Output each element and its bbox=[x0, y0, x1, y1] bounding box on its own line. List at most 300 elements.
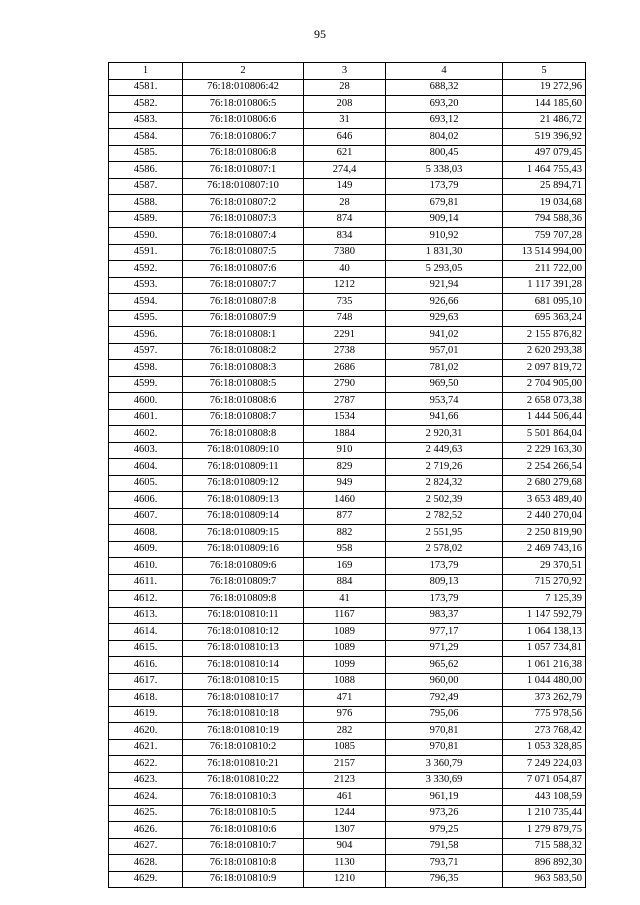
specific-value-cell: 5 293,05 bbox=[386, 261, 503, 278]
cadastral-number-cell: 76:18:010810:6 bbox=[183, 822, 304, 839]
cadastral-value-cell: 1 044 480,00 bbox=[503, 673, 586, 690]
table-row bbox=[109, 640, 586, 657]
cadastral-number-cell: 76:18:010809:13 bbox=[183, 492, 304, 509]
row-number-cell: 4613. bbox=[109, 607, 183, 624]
area-cell: 2738 bbox=[304, 343, 386, 360]
row-number-cell: 4589. bbox=[109, 211, 183, 228]
row-number-cell: 4605. bbox=[109, 475, 183, 492]
row-number-cell: 4626. bbox=[109, 822, 183, 839]
specific-value-cell: 2 449,63 bbox=[386, 442, 503, 459]
area-cell: 1089 bbox=[304, 624, 386, 641]
specific-value-cell: 693,20 bbox=[386, 96, 503, 113]
table-row bbox=[109, 723, 586, 740]
specific-value-cell: 173,79 bbox=[386, 558, 503, 575]
cadastral-number-cell: 76:18:010810:18 bbox=[183, 706, 304, 723]
table-row bbox=[109, 838, 586, 855]
cadastral-value-cell: 7 125,39 bbox=[503, 591, 586, 608]
cadastral-number-cell: 76:18:010810:11 bbox=[183, 607, 304, 624]
area-cell: 28 bbox=[304, 79, 386, 96]
row-number-cell: 4621. bbox=[109, 739, 183, 756]
cadastral-value-cell: 3 653 489,40 bbox=[503, 492, 586, 509]
area-cell: 882 bbox=[304, 525, 386, 542]
row-number-cell: 4593. bbox=[109, 277, 183, 294]
cadastral-value-cell: 1 444 506,44 bbox=[503, 409, 586, 426]
table-row bbox=[109, 459, 586, 476]
row-number-cell: 4607. bbox=[109, 508, 183, 525]
table-row bbox=[109, 822, 586, 839]
row-number-cell: 4582. bbox=[109, 96, 183, 113]
specific-value-cell: 910,92 bbox=[386, 228, 503, 245]
area-cell: 1244 bbox=[304, 805, 386, 822]
area-cell: 1167 bbox=[304, 607, 386, 624]
cadastral-value-cell: 695 363,24 bbox=[503, 310, 586, 327]
area-cell: 1210 bbox=[304, 871, 386, 888]
row-number-cell: 4625. bbox=[109, 805, 183, 822]
row-number-cell: 4611. bbox=[109, 574, 183, 591]
row-number-cell: 4590. bbox=[109, 228, 183, 245]
cadastral-number-cell: 76:18:010808:5 bbox=[183, 376, 304, 393]
area-cell: 910 bbox=[304, 442, 386, 459]
cadastral-value-cell: 759 707,28 bbox=[503, 228, 586, 245]
area-cell: 1307 bbox=[304, 822, 386, 839]
table-row bbox=[109, 541, 586, 558]
table-row bbox=[109, 805, 586, 822]
row-number-cell: 4597. bbox=[109, 343, 183, 360]
cadastral-number-cell: 76:18:010806:6 bbox=[183, 112, 304, 129]
cadastral-value-cell: 775 978,56 bbox=[503, 706, 586, 723]
cadastral-value-cell: 19 034,68 bbox=[503, 195, 586, 212]
specific-value-cell: 2 719,26 bbox=[386, 459, 503, 476]
row-number-cell: 4608. bbox=[109, 525, 183, 542]
table-row bbox=[109, 426, 586, 443]
row-number-cell: 4618. bbox=[109, 690, 183, 707]
cadastral-value-cell: 2 658 073,38 bbox=[503, 393, 586, 410]
specific-value-cell: 809,13 bbox=[386, 574, 503, 591]
cadastral-value-cell: 2 097 819,72 bbox=[503, 360, 586, 377]
table-row bbox=[109, 772, 586, 789]
specific-value-cell: 970,81 bbox=[386, 739, 503, 756]
area-cell: 904 bbox=[304, 838, 386, 855]
cadastral-number-cell: 76:18:010808:2 bbox=[183, 343, 304, 360]
specific-value-cell: 173,79 bbox=[386, 591, 503, 608]
area-cell: 976 bbox=[304, 706, 386, 723]
area-cell: 1089 bbox=[304, 640, 386, 657]
row-number-cell: 4601. bbox=[109, 409, 183, 426]
cadastral-value-cell: 2 704 905,00 bbox=[503, 376, 586, 393]
cadastral-number-cell: 76:18:010810:19 bbox=[183, 723, 304, 740]
cadastral-number-cell: 76:18:010810:15 bbox=[183, 673, 304, 690]
area-cell: 646 bbox=[304, 129, 386, 146]
specific-value-cell: 2 578,02 bbox=[386, 541, 503, 558]
cadastral-number-cell: 76:18:010807:6 bbox=[183, 261, 304, 278]
specific-value-cell: 693,12 bbox=[386, 112, 503, 129]
table-row bbox=[109, 558, 586, 575]
table-row bbox=[109, 195, 586, 212]
table-row bbox=[109, 393, 586, 410]
table-row bbox=[109, 673, 586, 690]
specific-value-cell: 2 824,32 bbox=[386, 475, 503, 492]
row-number-cell: 4612. bbox=[109, 591, 183, 608]
specific-value-cell: 961,19 bbox=[386, 789, 503, 806]
area-cell: 2787 bbox=[304, 393, 386, 410]
cadastral-number-cell: 76:18:010809:10 bbox=[183, 442, 304, 459]
table-row bbox=[109, 492, 586, 509]
cadastral-number-cell: 76:18:010807:10 bbox=[183, 178, 304, 195]
table-row bbox=[109, 624, 586, 641]
cadastral-number-cell: 76:18:010807:3 bbox=[183, 211, 304, 228]
area-cell: 149 bbox=[304, 178, 386, 195]
area-cell: 2790 bbox=[304, 376, 386, 393]
cadastral-value-cell: 1 057 734,81 bbox=[503, 640, 586, 657]
area-cell: 1534 bbox=[304, 409, 386, 426]
cadastral-number-cell: 76:18:010809:7 bbox=[183, 574, 304, 591]
cadastral-number-cell: 76:18:010810:14 bbox=[183, 657, 304, 674]
row-number-cell: 4623. bbox=[109, 772, 183, 789]
specific-value-cell: 1 831,30 bbox=[386, 244, 503, 261]
specific-value-cell: 909,14 bbox=[386, 211, 503, 228]
cadastral-number-cell: 76:18:010809:12 bbox=[183, 475, 304, 492]
column-header-2: 2 bbox=[183, 63, 304, 80]
cadastral-number-cell: 76:18:010810:3 bbox=[183, 789, 304, 806]
row-number-cell: 4614. bbox=[109, 624, 183, 641]
cadastral-number-cell: 76:18:010808:1 bbox=[183, 327, 304, 344]
table-row bbox=[109, 79, 586, 96]
cadastral-number-cell: 76:18:010810:13 bbox=[183, 640, 304, 657]
cadastral-value-cell: 497 079,45 bbox=[503, 145, 586, 162]
table-row bbox=[109, 690, 586, 707]
specific-value-cell: 973,26 bbox=[386, 805, 503, 822]
cadastral-value-cell: 5 501 864,04 bbox=[503, 426, 586, 443]
table-row bbox=[109, 442, 586, 459]
cadastral-value-cell: 2 229 163,30 bbox=[503, 442, 586, 459]
cadastral-number-cell: 76:18:010806:8 bbox=[183, 145, 304, 162]
area-cell: 1130 bbox=[304, 855, 386, 872]
cadastral-number-cell: 76:18:010809:11 bbox=[183, 459, 304, 476]
area-cell: 829 bbox=[304, 459, 386, 476]
cadastral-number-cell: 76:18:010810:9 bbox=[183, 871, 304, 888]
area-cell: 41 bbox=[304, 591, 386, 608]
cadastral-value-cell: 963 583,50 bbox=[503, 871, 586, 888]
cadastral-value-cell: 211 722,00 bbox=[503, 261, 586, 278]
specific-value-cell: 965,62 bbox=[386, 657, 503, 674]
table-body bbox=[109, 79, 586, 888]
area-cell: 949 bbox=[304, 475, 386, 492]
table-row bbox=[109, 409, 586, 426]
area-cell: 2123 bbox=[304, 772, 386, 789]
table-row bbox=[109, 277, 586, 294]
cadastral-value-cell: 2 250 819,90 bbox=[503, 525, 586, 542]
row-number-cell: 4628. bbox=[109, 855, 183, 872]
cadastral-value-cell: 1 117 391,28 bbox=[503, 277, 586, 294]
table-row bbox=[109, 871, 586, 888]
area-cell: 874 bbox=[304, 211, 386, 228]
table-row bbox=[109, 261, 586, 278]
cadastral-number-cell: 76:18:010809:16 bbox=[183, 541, 304, 558]
cadastral-number-cell: 76:18:010810:17 bbox=[183, 690, 304, 707]
cadastral-number-cell: 76:18:010810:8 bbox=[183, 855, 304, 872]
table-row bbox=[109, 294, 586, 311]
specific-value-cell: 977,17 bbox=[386, 624, 503, 641]
column-header-3: 3 bbox=[304, 63, 386, 80]
cadastral-value-cell: 1 061 216,38 bbox=[503, 657, 586, 674]
cadastral-number-cell: 76:18:010806:7 bbox=[183, 129, 304, 146]
area-cell: 735 bbox=[304, 294, 386, 311]
table-row bbox=[109, 96, 586, 113]
cadastral-value-cell: 715 270,92 bbox=[503, 574, 586, 591]
table-row bbox=[109, 310, 586, 327]
table-row bbox=[109, 145, 586, 162]
cadastral-value-cell: 7 249 224,03 bbox=[503, 756, 586, 773]
area-cell: 877 bbox=[304, 508, 386, 525]
area-cell: 274,4 bbox=[304, 162, 386, 179]
specific-value-cell: 2 502,39 bbox=[386, 492, 503, 509]
area-cell: 1099 bbox=[304, 657, 386, 674]
row-number-cell: 4610. bbox=[109, 558, 183, 575]
table-row bbox=[109, 475, 586, 492]
row-number-cell: 4609. bbox=[109, 541, 183, 558]
area-cell: 28 bbox=[304, 195, 386, 212]
cadastral-value-cell: 1 279 879,75 bbox=[503, 822, 586, 839]
specific-value-cell: 795,06 bbox=[386, 706, 503, 723]
cadastral-value-cell: 1 064 138,13 bbox=[503, 624, 586, 641]
cadastral-value-cell: 1 464 755,43 bbox=[503, 162, 586, 179]
specific-value-cell: 983,37 bbox=[386, 607, 503, 624]
row-number-cell: 4586. bbox=[109, 162, 183, 179]
row-number-cell: 4606. bbox=[109, 492, 183, 509]
area-cell: 40 bbox=[304, 261, 386, 278]
area-cell: 748 bbox=[304, 310, 386, 327]
row-number-cell: 4627. bbox=[109, 838, 183, 855]
cadastral-value-cell: 29 370,51 bbox=[503, 558, 586, 575]
row-number-cell: 4598. bbox=[109, 360, 183, 377]
specific-value-cell: 792,49 bbox=[386, 690, 503, 707]
cadastral-number-cell: 76:18:010808:7 bbox=[183, 409, 304, 426]
cadastral-value-cell: 7 071 054,87 bbox=[503, 772, 586, 789]
cadastral-number-cell: 76:18:010809:8 bbox=[183, 591, 304, 608]
area-cell: 471 bbox=[304, 690, 386, 707]
row-number-cell: 4595. bbox=[109, 310, 183, 327]
specific-value-cell: 941,02 bbox=[386, 327, 503, 344]
cadastral-value-cell: 2 620 293,38 bbox=[503, 343, 586, 360]
area-cell: 2686 bbox=[304, 360, 386, 377]
cadastral-value-cell: 21 486,72 bbox=[503, 112, 586, 129]
table-row bbox=[109, 574, 586, 591]
specific-value-cell: 921,94 bbox=[386, 277, 503, 294]
area-cell: 169 bbox=[304, 558, 386, 575]
cadastral-value-cell: 2 155 876,82 bbox=[503, 327, 586, 344]
specific-value-cell: 979,25 bbox=[386, 822, 503, 839]
row-number-cell: 4584. bbox=[109, 129, 183, 146]
area-cell: 958 bbox=[304, 541, 386, 558]
area-cell: 834 bbox=[304, 228, 386, 245]
cadastral-number-cell: 76:18:010810:22 bbox=[183, 772, 304, 789]
table-row bbox=[109, 789, 586, 806]
table-row bbox=[109, 657, 586, 674]
table-row bbox=[109, 129, 586, 146]
cadastral-value-cell: 2 680 279,68 bbox=[503, 475, 586, 492]
table-row bbox=[109, 376, 586, 393]
cadastral-number-cell: 76:18:010808:8 bbox=[183, 426, 304, 443]
specific-value-cell: 5 338,03 bbox=[386, 162, 503, 179]
cadastral-value-cell: 19 272,96 bbox=[503, 79, 586, 96]
cadastral-number-cell: 76:18:010809:6 bbox=[183, 558, 304, 575]
table-row bbox=[109, 244, 586, 261]
table-row bbox=[109, 112, 586, 129]
cadastral-number-cell: 76:18:010810:5 bbox=[183, 805, 304, 822]
table-row bbox=[109, 591, 586, 608]
area-cell: 1212 bbox=[304, 277, 386, 294]
row-number-cell: 4592. bbox=[109, 261, 183, 278]
row-number-cell: 4587. bbox=[109, 178, 183, 195]
cadastral-number-cell: 76:18:010809:14 bbox=[183, 508, 304, 525]
row-number-cell: 4596. bbox=[109, 327, 183, 344]
area-cell: 282 bbox=[304, 723, 386, 740]
row-number-cell: 4616. bbox=[109, 657, 183, 674]
header-row bbox=[109, 63, 586, 80]
specific-value-cell: 173,79 bbox=[386, 178, 503, 195]
cadastral-number-cell: 76:18:010808:3 bbox=[183, 360, 304, 377]
specific-value-cell: 957,01 bbox=[386, 343, 503, 360]
cadastral-value-cell: 443 108,59 bbox=[503, 789, 586, 806]
table-row bbox=[109, 739, 586, 756]
cadastral-value-cell: 373 262,79 bbox=[503, 690, 586, 707]
specific-value-cell: 971,29 bbox=[386, 640, 503, 657]
row-number-cell: 4604. bbox=[109, 459, 183, 476]
specific-value-cell: 2 920,31 bbox=[386, 426, 503, 443]
cadastral-value-cell: 2 254 266,54 bbox=[503, 459, 586, 476]
cadastral-number-cell: 76:18:010807:9 bbox=[183, 310, 304, 327]
table-row bbox=[109, 327, 586, 344]
specific-value-cell: 3 360,79 bbox=[386, 756, 503, 773]
row-number-cell: 4617. bbox=[109, 673, 183, 690]
area-cell: 884 bbox=[304, 574, 386, 591]
cadastral-number-cell: 76:18:010806:5 bbox=[183, 96, 304, 113]
table-row bbox=[109, 525, 586, 542]
area-cell: 2157 bbox=[304, 756, 386, 773]
specific-value-cell: 800,45 bbox=[386, 145, 503, 162]
table-row bbox=[109, 508, 586, 525]
specific-value-cell: 791,58 bbox=[386, 838, 503, 855]
specific-value-cell: 679,81 bbox=[386, 195, 503, 212]
cadastral-value-cell: 1 147 592,79 bbox=[503, 607, 586, 624]
cadastral-value-cell: 519 396,92 bbox=[503, 129, 586, 146]
row-number-cell: 4600. bbox=[109, 393, 183, 410]
specific-value-cell: 688,32 bbox=[386, 79, 503, 96]
cadastral-number-cell: 76:18:010810:12 bbox=[183, 624, 304, 641]
specific-value-cell: 3 330,69 bbox=[386, 772, 503, 789]
cadastral-number-cell: 76:18:010807:5 bbox=[183, 244, 304, 261]
cadastral-number-cell: 76:18:010807:4 bbox=[183, 228, 304, 245]
table-row bbox=[109, 228, 586, 245]
cadastral-value-cell: 1 210 735,44 bbox=[503, 805, 586, 822]
row-number-cell: 4599. bbox=[109, 376, 183, 393]
row-number-cell: 4622. bbox=[109, 756, 183, 773]
specific-value-cell: 970,81 bbox=[386, 723, 503, 740]
column-header-4: 4 bbox=[386, 63, 503, 80]
row-number-cell: 4591. bbox=[109, 244, 183, 261]
table-row bbox=[109, 855, 586, 872]
area-cell: 1085 bbox=[304, 739, 386, 756]
table-row bbox=[109, 360, 586, 377]
area-cell: 1460 bbox=[304, 492, 386, 509]
cadastral-value-cell: 1 053 328,85 bbox=[503, 739, 586, 756]
area-cell: 2291 bbox=[304, 327, 386, 344]
cadastral-value-cell: 2 440 270,04 bbox=[503, 508, 586, 525]
table-row bbox=[109, 756, 586, 773]
row-number-cell: 4588. bbox=[109, 195, 183, 212]
row-number-cell: 4581. bbox=[109, 79, 183, 96]
cadastral-value-cell: 715 588,32 bbox=[503, 838, 586, 855]
table-row bbox=[109, 162, 586, 179]
table-row bbox=[109, 178, 586, 195]
area-cell: 621 bbox=[304, 145, 386, 162]
table-row bbox=[109, 343, 586, 360]
specific-value-cell: 796,35 bbox=[386, 871, 503, 888]
row-number-cell: 4583. bbox=[109, 112, 183, 129]
row-number-cell: 4620. bbox=[109, 723, 183, 740]
row-number-cell: 4594. bbox=[109, 294, 183, 311]
row-number-cell: 4615. bbox=[109, 640, 183, 657]
table-row bbox=[109, 211, 586, 228]
row-number-cell: 4602. bbox=[109, 426, 183, 443]
cadastral-number-cell: 76:18:010808:6 bbox=[183, 393, 304, 410]
cadastral-value-cell: 896 892,30 bbox=[503, 855, 586, 872]
specific-value-cell: 2 551,95 bbox=[386, 525, 503, 542]
row-number-cell: 4603. bbox=[109, 442, 183, 459]
cadastral-value-cell: 273 768,42 bbox=[503, 723, 586, 740]
specific-value-cell: 929,63 bbox=[386, 310, 503, 327]
column-header-5: 5 bbox=[503, 63, 586, 80]
cadastral-value-cell: 25 894,71 bbox=[503, 178, 586, 195]
row-number-cell: 4629. bbox=[109, 871, 183, 888]
area-cell: 7380 bbox=[304, 244, 386, 261]
area-cell: 31 bbox=[304, 112, 386, 129]
specific-value-cell: 804,02 bbox=[386, 129, 503, 146]
cadastral-value-cell: 2 469 743,16 bbox=[503, 541, 586, 558]
specific-value-cell: 960,00 bbox=[386, 673, 503, 690]
area-cell: 1884 bbox=[304, 426, 386, 443]
area-cell: 461 bbox=[304, 789, 386, 806]
specific-value-cell: 2 782,52 bbox=[386, 508, 503, 525]
specific-value-cell: 941,66 bbox=[386, 409, 503, 426]
cadastral-number-cell: 76:18:010807:7 bbox=[183, 277, 304, 294]
cadastral-number-cell: 76:18:010810:21 bbox=[183, 756, 304, 773]
cadastral-value-cell: 144 185,60 bbox=[503, 96, 586, 113]
cadastral-number-cell: 76:18:010807:1 bbox=[183, 162, 304, 179]
column-header-1: 1 bbox=[109, 63, 183, 80]
row-number-cell: 4585. bbox=[109, 145, 183, 162]
cadastral-number-cell: 76:18:010807:2 bbox=[183, 195, 304, 212]
cadastral-number-cell: 76:18:010809:15 bbox=[183, 525, 304, 542]
table-row bbox=[109, 607, 586, 624]
cadastral-number-cell: 76:18:010810:2 bbox=[183, 739, 304, 756]
specific-value-cell: 781,02 bbox=[386, 360, 503, 377]
cadastral-value-table bbox=[108, 62, 586, 888]
cadastral-number-cell: 76:18:010806:42 bbox=[183, 79, 304, 96]
cadastral-number-cell: 76:18:010810:7 bbox=[183, 838, 304, 855]
specific-value-cell: 969,50 bbox=[386, 376, 503, 393]
specific-value-cell: 953,74 bbox=[386, 393, 503, 410]
row-number-cell: 4624. bbox=[109, 789, 183, 806]
table-row bbox=[109, 706, 586, 723]
row-number-cell: 4619. bbox=[109, 706, 183, 723]
area-cell: 208 bbox=[304, 96, 386, 113]
cadastral-value-cell: 794 588,36 bbox=[503, 211, 586, 228]
cadastral-number-cell: 76:18:010807:8 bbox=[183, 294, 304, 311]
page-number: 95 bbox=[314, 27, 326, 41]
specific-value-cell: 926,66 bbox=[386, 294, 503, 311]
cadastral-value-cell: 13 514 994,00 bbox=[503, 244, 586, 261]
